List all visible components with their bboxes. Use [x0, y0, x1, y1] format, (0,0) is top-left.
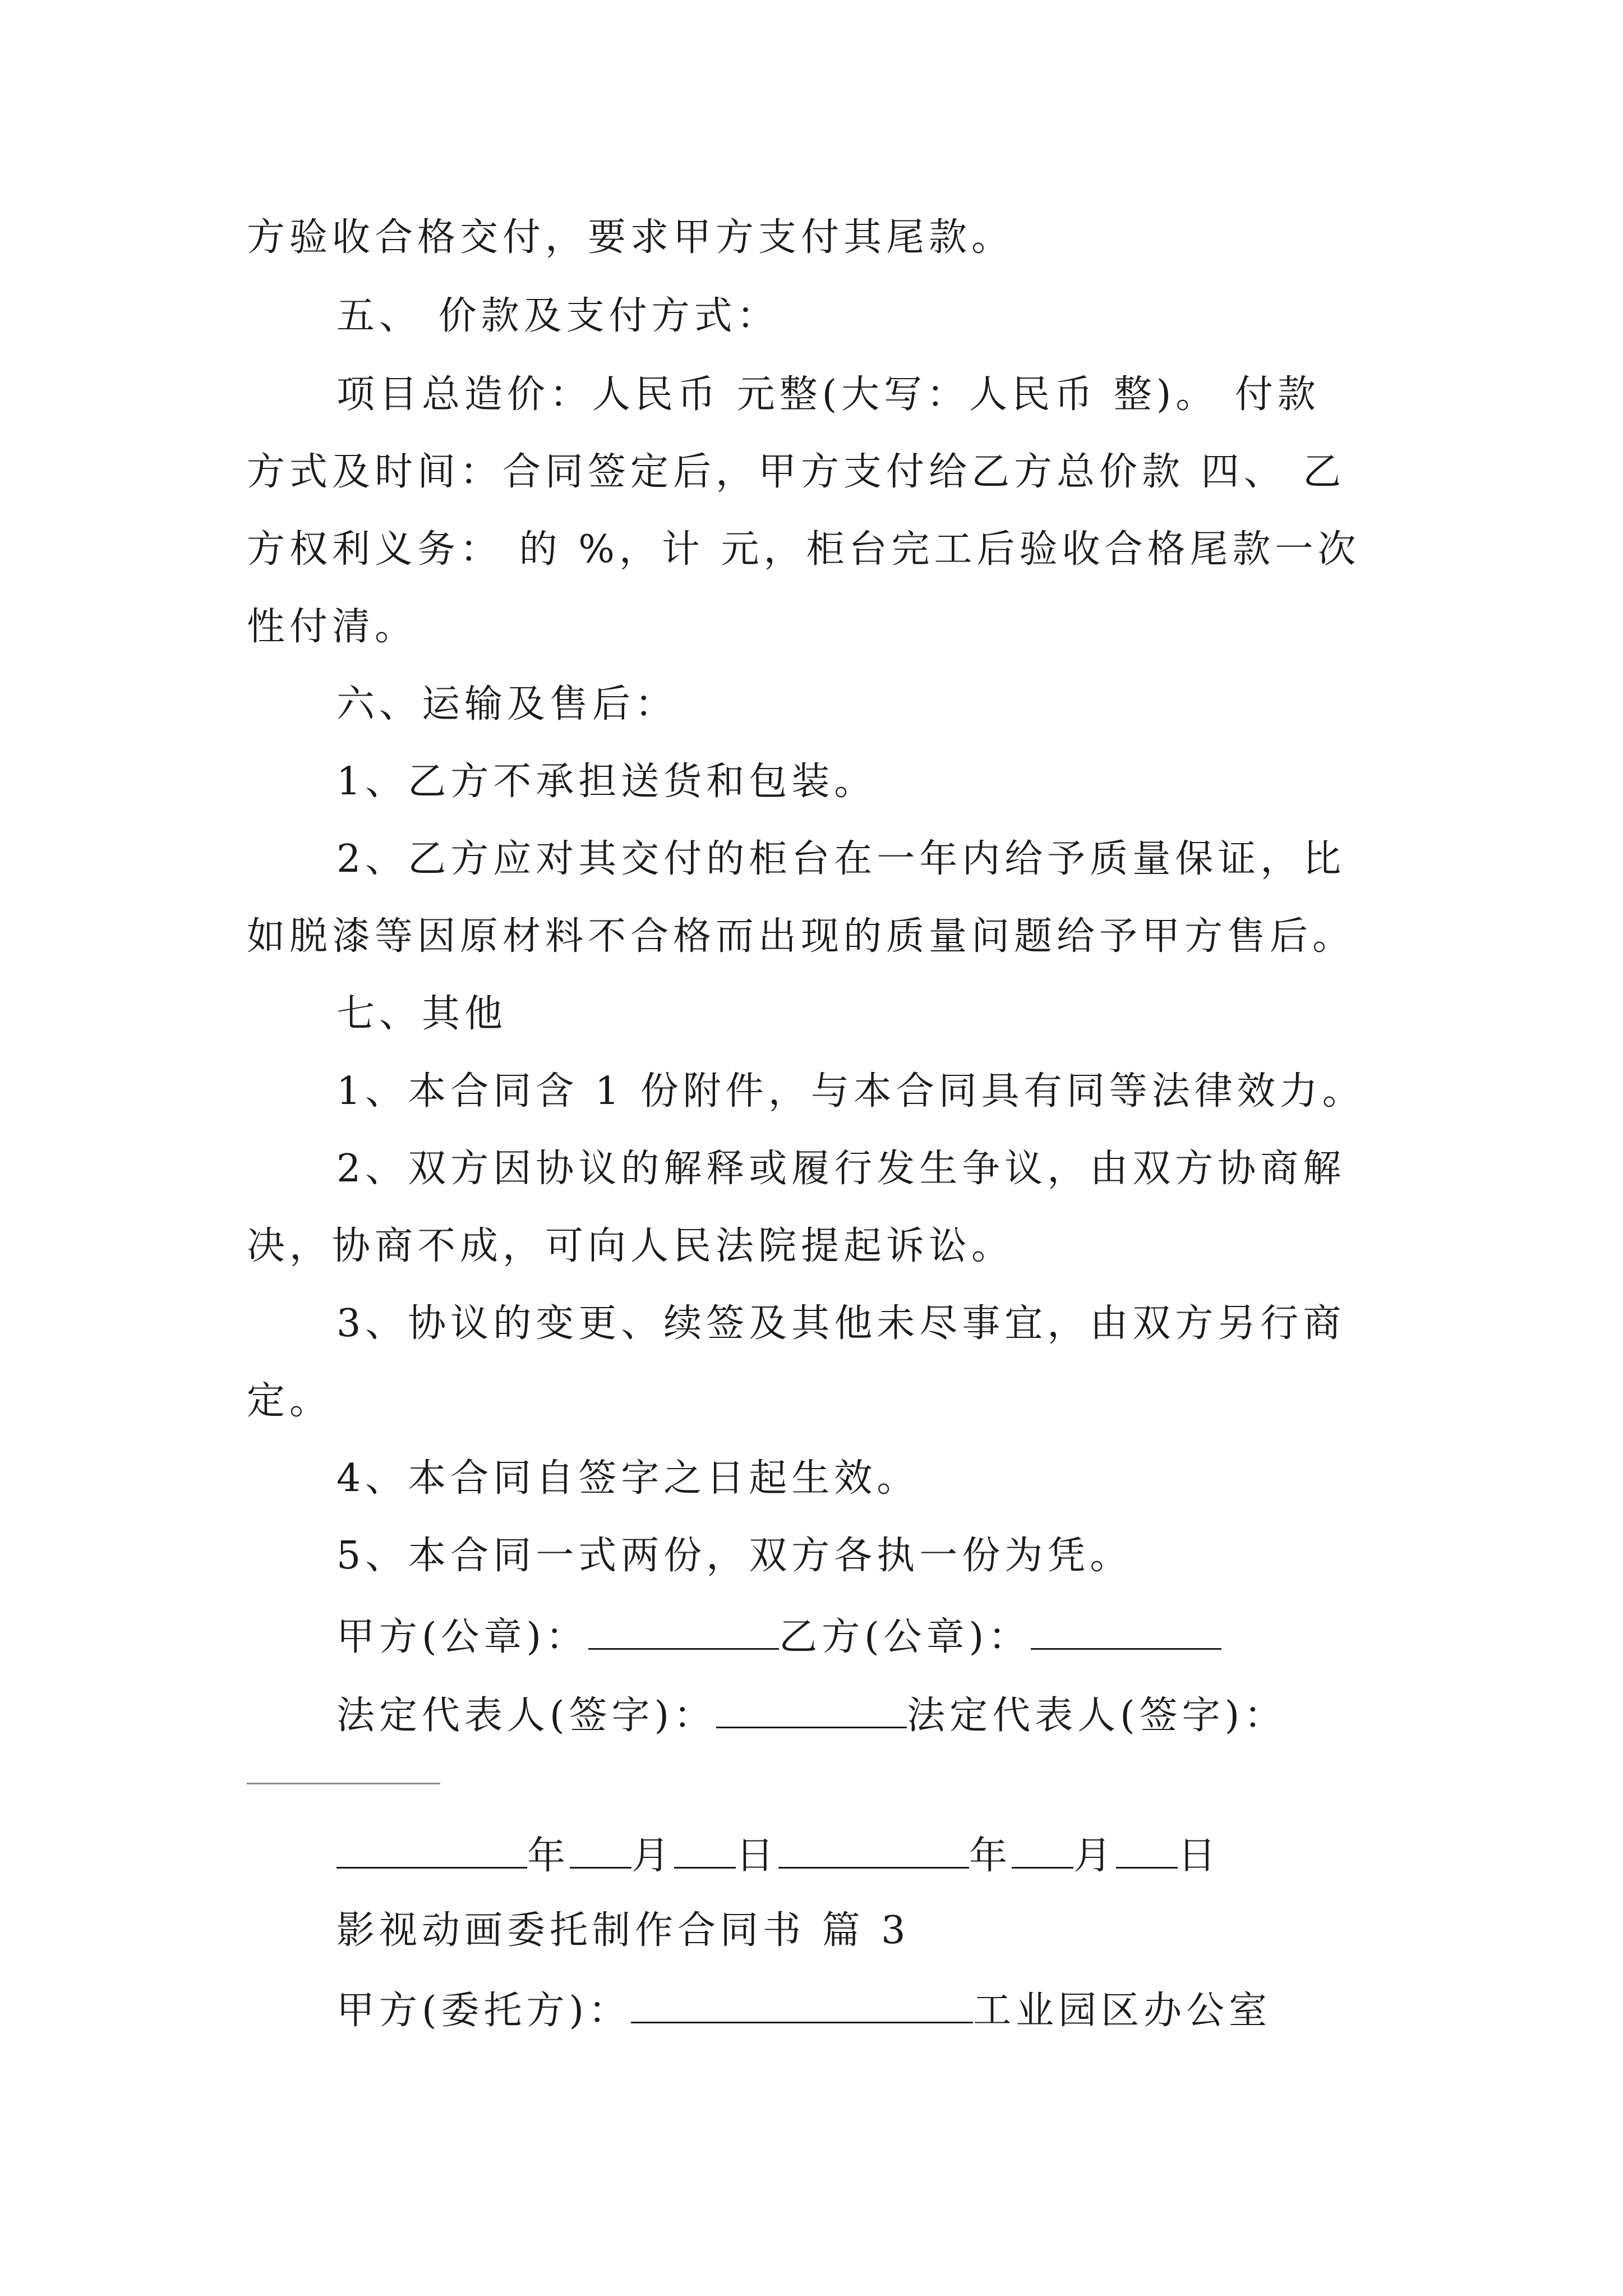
party-b-seal-label: 乙方(公章)：: [779, 1615, 1031, 1659]
body-line: 决，协商不成，可向人民法院提起诉讼。: [247, 1224, 1015, 1268]
body-line: 方式及时间：合同签定后，甲方支付给乙方总价款 四、 乙: [247, 450, 1346, 494]
date-a-day: 日: [736, 1834, 779, 1878]
body-line: 1、本合同含 1 份附件，与本合同具有同等法律效力。: [336, 1069, 1365, 1114]
representative-line: [336, 1694, 1287, 1738]
date-a-year-blank: [336, 1834, 527, 1869]
date-a-year: 年: [527, 1834, 570, 1878]
section-heading-price: 五、 价款及支付方式：: [336, 294, 780, 338]
date-b-month-blank: [1012, 1834, 1073, 1869]
body-line: 2、乙方应对其交付的柜台在一年内给予质量保证，比: [336, 837, 1346, 881]
body-line: 方验收合格交付，要求甲方支付其尾款。: [247, 215, 1015, 260]
date-a-month-blank: [570, 1834, 631, 1869]
client-line: [336, 1989, 1272, 2033]
party-b-rep-blank: [247, 1783, 440, 1784]
section-heading-transport: 六、运输及售后：: [336, 682, 678, 726]
date-a-day-blank: [674, 1834, 736, 1869]
party-a-rep-label: 法定代表人(签字)：: [336, 1694, 717, 1738]
body-line: 5、本合同一式两份，双方各执一份为凭。: [336, 1534, 1133, 1578]
body-line: 方权利义务： 的 %，计 元，柜台完工后验收合格尾款一次: [247, 527, 1361, 572]
client-blank: [631, 1989, 973, 2023]
body-line: 2、双方因协议的解释或履行发生争议，由双方协商解: [336, 1147, 1346, 1191]
section-heading-other: 七、其他: [336, 992, 508, 1036]
date-a-month: 月: [631, 1834, 675, 1878]
date-b-month: 月: [1073, 1834, 1117, 1878]
party-b-rep-label: 法定代表人(签字)：: [907, 1694, 1287, 1738]
client-name: 工业园区办公室: [973, 1989, 1272, 2033]
party-b-seal-blank: [1031, 1616, 1221, 1650]
party-a-rep-blank: [716, 1694, 907, 1728]
body-line: 如脱漆等因原材料不合格而出现的质量问题给予甲方售后。: [247, 914, 1355, 959]
date-b-year: 年: [969, 1834, 1012, 1878]
date-b-day: 日: [1178, 1834, 1221, 1878]
party-a-seal-label: 甲方(公章)：: [336, 1615, 589, 1659]
date-line: [336, 1834, 1221, 1878]
body-line: 4、本合同自签字之日起生效。: [336, 1456, 920, 1501]
party-a-seal-blank: [588, 1616, 779, 1650]
body-line: 性付清。: [247, 605, 418, 649]
seal-line: [336, 1616, 1221, 1657]
body-line: 3、协议的变更、续签及其他未尽事宜，由双方另行商: [336, 1301, 1346, 1346]
next-section-title: 影视动画委托制作合同书 篇 3: [336, 1908, 910, 1953]
body-line: 1、乙方不承担送货和包装。: [336, 760, 877, 804]
client-label: 甲方(委托方)：: [336, 1989, 631, 2033]
date-b-year-blank: [778, 1834, 969, 1869]
body-line: 项目总造价：人民币 元整(大写：人民币 整)。 付款: [336, 372, 1320, 417]
body-line: 定。: [247, 1379, 333, 1423]
date-b-day-blank: [1116, 1834, 1178, 1869]
